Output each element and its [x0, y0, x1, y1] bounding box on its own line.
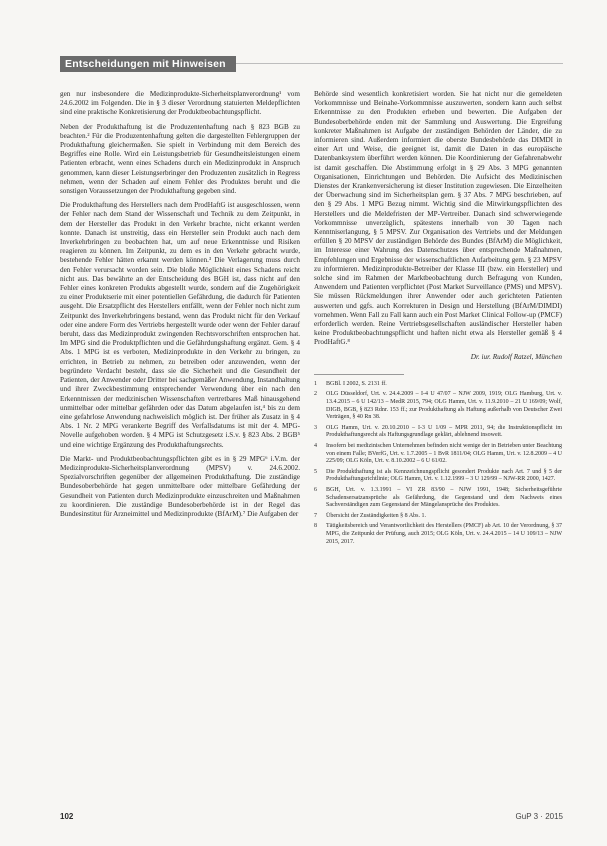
footnote-number: 3 — [314, 424, 317, 431]
footnote-text: Übersicht der Zuständigkeiten § 8 Abs. 1. — [326, 512, 426, 519]
footnote-text: BGBl. I 2002, S. 2131 ff. — [326, 380, 387, 387]
paragraph: Neben der Produkthaftung ist die Produzentenhaftung nach § 823 BGB zu beachten.² Für die Produzentenhaftung gelten die dargestellten Fehlergruppen der Produkthaftung gleichermaßen. Sie spielt in Verbindung mit dem Bereich des Begriffes eine Rolle. Wird ein Leistungsbetrieb für Gesundheitsleistungen einem Patienten erbracht, wenn eines Schadens durch ein Medizinprodukt in Anspruch genommen, kann dieser Leistungserbringer den Produzenten zusätzlich in Regress nehmen, wenn der Schaden auf einem Fehler des Produktes beruht und die sonstigen Voraussetzungen der Produkthaftung gegeben sind. — [60, 122, 300, 196]
section-header — [60, 56, 563, 72]
footnote-divider — [314, 374, 404, 375]
footnotes — [314, 381, 562, 546]
footnote — [314, 469, 562, 484]
paragraph: Die Produkthaftung des Herstellers nach dem ProdHaftG ist ausgeschlossen, wenn der Fehler nach dem Stand der Wissenschaft und Technik zu dem Zeitpunkt, in dem der Hersteller das Produkt in den Verkehr brachte, nicht erkannt werden konnte. Danach ist unstreitig, dass ein Hersteller sein Produkt auch nach dem Inverkehrbringen zu beobachten hat, um auf neue Erkenntnisse und Risiken reagieren zu können. Im Zeitpunkt, zu dem es in den Verkehr gebracht wurde, bestehende Fehler hätten erkannt werden können.³ Die Verlagerung muss durch den Fehler verursacht worden sein. Die bloße Möglichkeit eines Schadens reicht nicht aus. Das bewährte an der Entscheidung des BGH ist, dass nicht auf den Fehler eines konkreten Produkts abgestellt wurde, sondern auf die Zugehörigkeit zu einer Produktserie mit einer potentiellen Gefährdung, die dadurch für Patienten ausgeht. Die Ersatzpflicht des Herstellers entfällt, wenn der Fehler noch nicht zum Zeitpunkt des Inverkehrbringens bestand, wenn das Produkt nicht für den Verkauf oder eine andere Form des Vertriebs hergestellt wurde oder wenn der Fehler darauf beruht, dass das Medizinprodukt zwingenden Rechtsvorschriften entsprochen hat. Im MPG sind die Produktpflichten und die Gefährdungshaftung ergänzt. Gem. § 4 Abs. 1 MPG ist es verboten, Medizinprodukte in den Verkehr zu bringen, zu errichten, in Betrieb zu nehmen, zu betreiben oder anzuwenden, wenn der begründete Verdacht besteht, dass sie die Sicherheit und die Gesundheit der Patienten, der Anwender oder Dritter bei sachgemäßer Anwendung, Instandhaltung und ihrer Zweckbestimmung entsprechender Verwendung über ein nach den Erkenntnissen der medizinischen Wissenschaften vertretbares Maß hinausgehend unmittelbar oder mittelbar gefährden oder das Datum abgelaufen ist,⁴ bis zu dem eine gefahrlose Anwendung nachweislich möglich ist. Der früher als Zusatz in § 4 Abs. 1 Nr. 2 MPG verankerte Begriff des Verfallsdatums ist mit der 4. MPG-Novelle aufgehoben worden. § 4 MPG ist Schutzgesetz i.S.v. § 823 Abs. 2 BGB⁵ und eine wichtige Ergänzung des Produkthaftungsrechts. — [60, 201, 300, 449]
footnote-text: OLG Hamm, Urt. v. 20.10.2010 – I-3 U 1/09 – MPR 2011, 94; die Instruktionspflicht im Produkthaftungsrecht als Haftungsgrundlage geklärt, ablehnend insoweit. — [326, 424, 562, 439]
footnote — [314, 487, 562, 510]
paragraph: gen nur insbesondere die Medizinprodukte-Sicherheitsplanverordnung¹ vom 24.6.2002 im Folgenden. Die in § 3 dieser Verordnung statuierten Meldepflichten sind eine praktische Konkretisierung der Produktbeobachtungspflicht. — [60, 90, 300, 117]
footnote-number: 5 — [314, 468, 317, 475]
journal-issue: GuP 3 · 2015 — [515, 812, 563, 821]
paragraph: Die Markt- und Produktbeobachtungspflichten gibt es in § 29 MPG⁶ i.V.m. der Medizinprodukte-Sicherheitsplanverordnung (MPSV) v. 24.6.2002. Spezialvorschriften gegenüber der allgemeinen Produkthaftung. Die zuständige Bundesoberbehörde hat gegen unmittelbare oder mittelbare Gefährdung der Gesundheit von Patienten durch Medizinprodukte einzuschreiten und Maßnahmen zu koordinieren. Die zuständige Bundesoberbehörde ist in der Regel das Bundesinstitut für Arzneimittel und Medizinprodukte (BfArM).⁷ Die Aufgaben der — [60, 454, 300, 518]
footnote — [314, 443, 562, 466]
footnote-number: 8 — [314, 523, 317, 530]
footnote-text: Die Produkthaftung ist als Kennzeichnungspflicht gesondert Produkte nach Art. 7 und § 5 der Produkthaftungsrichtlinie; OLG Hamm, Urt. v. 1.12.1999 – 3 U 129/99 – NJW-RR 2000, 1427. — [326, 468, 562, 483]
footnote — [314, 523, 562, 546]
right-column — [314, 90, 562, 549]
footnote-number: 7 — [314, 512, 317, 519]
left-column — [60, 90, 300, 524]
page-footer — [60, 812, 563, 824]
footnote-number: 4 — [314, 443, 317, 450]
footnote-number: 1 — [314, 380, 317, 387]
footnote-text: Tätigkeitsbereich und Verantwortlichkeit des Herstellers (PMCF) ab Art. 10 der Verordnung, § 37 MPG, die Zeitpunkt der Prüfung, auch 2015; OLG Köln, Urt. v. 24.4.2015 – 14 U 109/13 – NJW 2015, 2017. — [326, 523, 562, 545]
author-signature: Dr. iur. Rudolf Ratzel, München — [470, 352, 562, 361]
footnote — [314, 391, 562, 421]
footnote-number: 6 — [314, 487, 317, 494]
footnote — [314, 513, 562, 521]
footnote-text: OLG Düsseldorf, Urt. v. 24.4.2009 – I-4 U 47/07 – NJW 2009, 1919; OLG Hamburg, Urt. v. 13.4.2015 – 6 U 142/13 – MedR 2015, 794; OLG Hamm, Urt. v. 11.9.2010 – 21 U 169/09; Wolf, DIGB, BGB, § 823 Rdnr. 153 ff.; zur Produkthaftung als Haftung außerhalb von Deutscher Zwei Verträgen, § 40 Rn 38. — [326, 391, 562, 421]
paragraph: Behörde sind wesentlich konkretisiert worden. Sie hat nicht nur die gemeldeten Vorkommnisse und Beinahe-Vorkommnisse auszuwerten, sondern kann auch selbst Erkenntnisse zu den Produkten erheben und bewerten. Die Aufgaben der Bundesoberbehörde enden mit der Sammlung und Auswertung. Die Ergreifung konkreter Maßnahmen ist Aufgabe der zuständigen Behörden der Länder, die zu informieren sind. Außerdem informiert die oberste Bundesbehörde das DIMDI in einer Art und Weise, die geeignet ist, damit die Daten in das europäische Datenbanksystem überführt werden können. Die Koordinierung der Gefahrenabwehr ist damit geschaffen. Die Abstimmung erfolgt in § 29 Abs. 3 MPG genannten Organisationen, Einrichtungen und Behörden. Die Aufsicht des Medizinischen Dienstes der Krankenversicherung ist dieser Institution zugewiesen. Die Einzelheiten der Überwachung sind im Sicherheitsplan gem. § 37 Abs. 7 MPG beschrieben, auf den § 29 Abs. 1 MPG Bezug nimmt. Wichtig sind die Mitwirkungspflichten des Herstellers und die Meldefristen der MP-Vertreiber. Danach sind schwerwiegende Vorkommnisse unverzüglich, spätestens innerhalb von 30 Tagen nach Kenntniserlangung, § 5 MPSV. Zur Organisation des Vertriebs und der Meldungen erfüllen § 20 MPSV der zuständigen Behörde des Bundes (BfArM) die Möglichkeit, im Interesse einer Wahrung des Datenschutzes über entsprechende Maßnahmen, Empfehlungen und Ergebnisse der wissenschaftlichen Aufarbeitung gem. § 23 MPSV zu informieren. Medizinprodukte-Betreiber der Klasse III (bzw. ein Hersteller) und solche sind im Rahmen der Marktbeobachtung durch Befragung von Kunden, Anwendern und Patienten verpflichtet (Post Market Surveillance (PMS) und MPSV). Sie müssen Rückmeldungen ihrer Anwender oder auch gerichteten Patienten auswerten und ggfs. auch Korrekturen in Design und Herstellung (BfArM/DIMDI) vornehmen. Wenn Fall zu Fall kann auch ein Post Market Clinical Follow-up (PMCF) erforderlich werden. Reine Vertriebsgesellschaften ausländischer Hersteller haben keine Produktbeobachtungspflicht und haften nicht etwa als Hersteller gemäß § 4 ProdHaftG.⁸ — [314, 90, 562, 347]
footnote-text: Insofern bei medizinischen Unternehmen befinden nicht wenige der in Betrieben unter Beachtung von einem Falle; BVerfG, Urt. v. 1.7.2005 – 1 BvR 1811/04; OLG Hamm, Urt. v. 12.8.2009 – 4 U 225/09; OLG Köln, Urt. v. 8.10.2002 – 6 U 61/02. — [326, 443, 562, 465]
page-number: 102 — [60, 812, 74, 821]
footnote-number: 2 — [314, 391, 317, 398]
footnote — [314, 425, 562, 440]
footnote-text: BGH, Urt. v. 1.3.1991 – VI ZR 83/90 – NJW 1991, 1948; Sicherheitsgeführte Schadensersatzansprüche als Gefährdung, die Gegenstand und dem Nachweis eines Sachverständigen zum Gegenstand der Mängelansprüche des Produktes. — [326, 487, 562, 509]
footnote — [314, 381, 562, 389]
section-title: Entscheidungen mit Hinweisen — [60, 56, 236, 72]
